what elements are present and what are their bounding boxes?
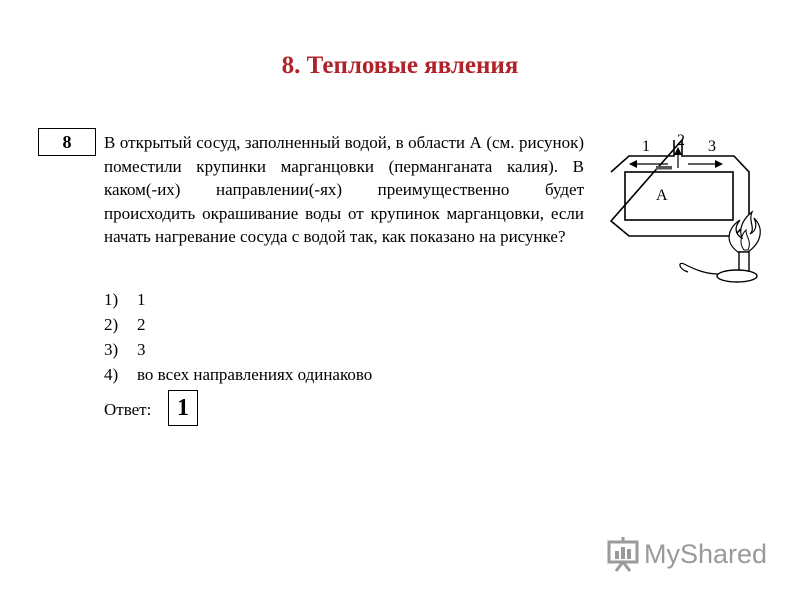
- burner-hose: [680, 263, 718, 274]
- option-2: [104, 312, 372, 337]
- answer-options: [104, 287, 372, 387]
- vessel-inner-opening: [625, 172, 733, 220]
- presentation-board-icon: [606, 536, 640, 572]
- label-3: 3: [708, 138, 716, 155]
- option-number: 3): [104, 340, 119, 359]
- option-text: во всех направлениях одинаково: [137, 365, 373, 384]
- label-2: 2: [677, 132, 685, 149]
- burner-body: [739, 252, 749, 272]
- answer-box: 1: [168, 390, 198, 426]
- watermark-logo: [606, 532, 767, 576]
- watermark-text: MyShared: [644, 538, 768, 569]
- label-1: 1: [642, 138, 650, 155]
- option-number: 2): [104, 315, 119, 334]
- question-number-box: 8: [38, 128, 96, 156]
- burner-base: [717, 270, 757, 282]
- option-number: 4): [104, 365, 119, 384]
- option-1: [104, 287, 372, 312]
- question-text: В открытый сосуд, заполненный водой, в области А (см. рисунок) поместили крупинки марганцовки (перманганата калия). В каком(-их) направлении(-ях) преимущественно будет происходить окрашивание воды от крупинок марганцовки, если начать нагревание сосуда с водой так, как показано на рисунке?: [104, 133, 584, 246]
- option-3: [104, 337, 372, 362]
- option-text: 1: [137, 290, 146, 309]
- answer-label: Ответ:: [104, 400, 152, 419]
- option-text: 2: [137, 315, 146, 334]
- label-area-a: А: [656, 187, 668, 204]
- vessel-diagram: [606, 124, 774, 290]
- option-4: [104, 362, 372, 387]
- vessel-outer-wall: [611, 140, 749, 236]
- option-number: 1): [104, 290, 119, 309]
- manganese-grains: [656, 166, 672, 170]
- page-title: 8. Тепловые явления: [281, 52, 519, 79]
- option-text: 3: [137, 340, 146, 359]
